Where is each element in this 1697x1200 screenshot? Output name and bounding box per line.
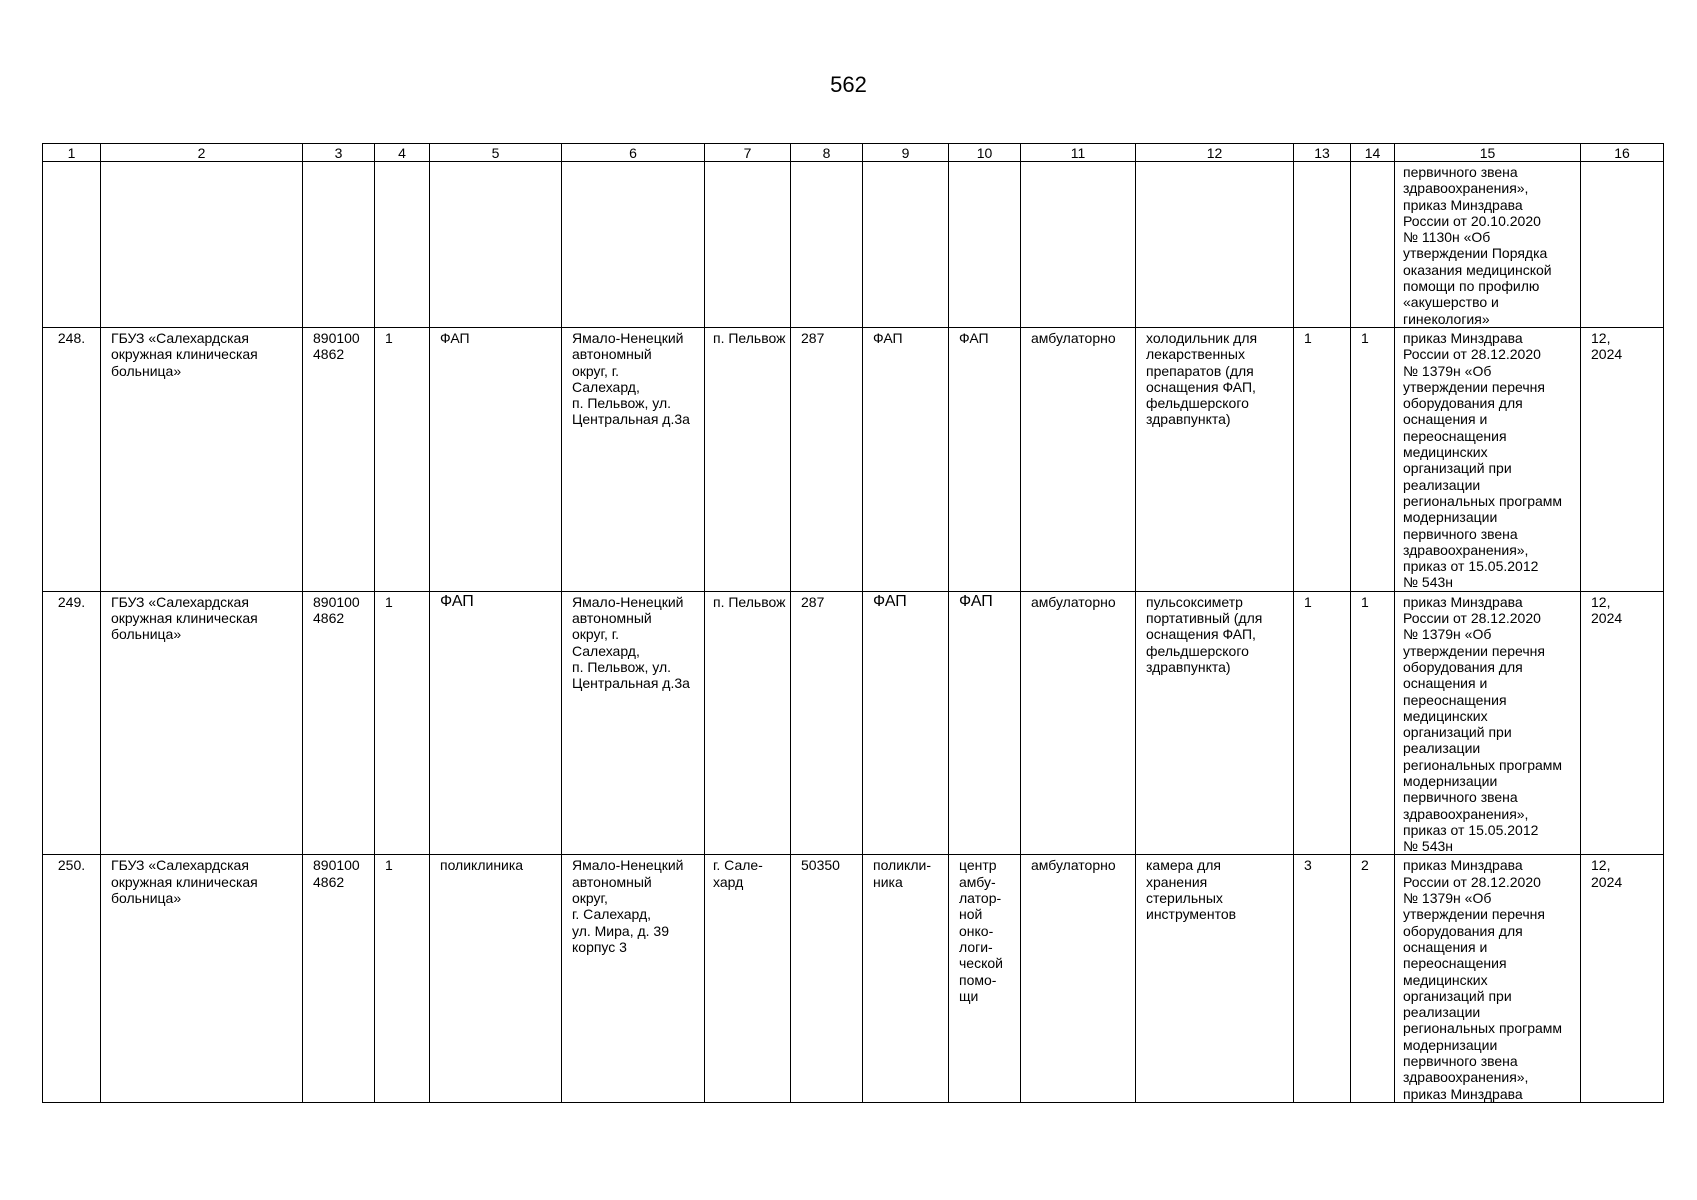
quantity-cell: 1 [1351,591,1395,855]
inn-cell: 890100 4862 [303,855,375,1102]
inn-cell: 890100 4862 [303,327,375,591]
institution-cell: ГБУЗ «Салехардская окружная клиническая больница» [101,855,303,1102]
table-cell [101,162,303,328]
address-cell: Ямало-Ненецкий автономный округ, г. Салехард, п. Пельвож, ул. Центральная д.3а [562,591,705,855]
column-header: 5 [430,144,562,162]
table-row [43,327,1664,591]
institution-cell: ГБУЗ «Салехардская окружная клиническая больница» [101,591,303,855]
table-cell [1136,162,1294,328]
address-cell: Ямало-Ненецкий автономный округ, г. Салехард, ул. Мира, д. 39 корпус 3 [562,855,705,1102]
column-header: 6 [562,144,705,162]
table-cell: поликли- ника [863,855,949,1102]
table-cell [562,162,705,328]
equipment-cell: пульсоксиметр портативный (для оснащения ФАП, фельдшерского здравпункта) [1136,591,1294,855]
legal-basis-cell: приказ Минздрава России от 28.12.2020 № 1379н «Об утверждении перечня оборудования для оснащения и переоснащения медицинских организаций при реализации региональных программ модернизации первичного звена здравоохранения», приказ Минздрава [1395,855,1581,1102]
table-cell [1294,162,1351,328]
table-cell [949,162,1021,328]
continuation-row [43,162,1664,328]
column-header: 2 [101,144,303,162]
quantity-cell: 1 [1351,327,1395,591]
table-cell [791,162,863,328]
population-cell: 50350 [791,855,863,1102]
table-cell: ФАП [949,591,1021,855]
table-cell: 1 [375,855,430,1102]
column-header: 1 [43,144,101,162]
row-number: 249. [43,591,101,855]
row-number: 248. [43,327,101,591]
table-cell: 1 [375,591,430,855]
column-header: 9 [863,144,949,162]
page-number: 562 [830,72,867,97]
table-cell [1021,162,1136,328]
date-cell: 12, 2024 [1581,327,1664,591]
table-cell [863,162,949,328]
table-cell: 1 [375,327,430,591]
quantity-cell: 1 [1294,327,1351,591]
institution-cell: ГБУЗ «Салехардская окружная клиническая больница» [101,327,303,591]
column-header: 8 [791,144,863,162]
care-type-cell: амбулаторно [1021,855,1136,1102]
column-header: 10 [949,144,1021,162]
equipment-cell: холодильник для лекарственных препаратов (для оснащения ФАП, фельдшерского здравпункта) [1136,327,1294,591]
column-header: 12 [1136,144,1294,162]
legal-basis-cell: приказ Минздрава России от 28.12.2020 № 1379н «Об утверждении перечня оборудования для оснащения и переоснащения медицинских организаций при реализации региональных программ модернизации первичного звена здравоохранения», приказ от 15.05.2012 № 543н [1395,327,1581,591]
quantity-cell: 2 [1351,855,1395,1102]
settlement-cell: п. Пельвож [705,591,791,855]
column-header: 3 [303,144,375,162]
table-cell [705,162,791,328]
address-cell: Ямало-Ненецкий автономный округ, г. Салехард, п. Пельвож, ул. Центральная д.3а [562,327,705,591]
facility-type-cell: ФАП [430,591,562,855]
table-cell: ФАП [949,327,1021,591]
column-header: 14 [1351,144,1395,162]
column-number-row [43,144,1664,162]
quantity-cell: 3 [1294,855,1351,1102]
legal-basis-cell: первичного звена здравоохранения», приказ Минздрава России от 20.10.2020 № 1130н «Об утверждении Порядка оказания медицинской помощи по профилю «акушерство и гинекология» [1395,162,1581,328]
column-header: 15 [1395,144,1581,162]
legal-basis-cell: приказ Минздрава России от 28.12.2020 № 1379н «Об утверждении перечня оборудования для оснащения и переоснащения медицинских организаций при реализации региональных программ модернизации первичного звена здравоохранения», приказ от 15.05.2012 № 543н [1395,591,1581,855]
table-cell: ФАП [863,327,949,591]
column-header: 7 [705,144,791,162]
quantity-cell: 1 [1294,591,1351,855]
equipment-table [42,143,1664,1103]
settlement-cell: п. Пельвож [705,327,791,591]
equipment-cell: камера для хранения стерильных инструментов [1136,855,1294,1102]
population-cell: 287 [791,327,863,591]
table-cell [1351,162,1395,328]
date-cell: 12, 2024 [1581,591,1664,855]
care-type-cell: амбулаторно [1021,591,1136,855]
table-row [43,591,1664,855]
column-header: 13 [1294,144,1351,162]
column-header: 4 [375,144,430,162]
table-cell: ФАП [863,591,949,855]
table-cell [43,162,101,328]
row-number: 250. [43,855,101,1102]
column-header: 16 [1581,144,1664,162]
inn-cell: 890100 4862 [303,591,375,855]
settlement-cell: г. Сале- хард [705,855,791,1102]
column-header: 11 [1021,144,1136,162]
facility-type-cell: поликлиника [430,855,562,1102]
population-cell: 287 [791,591,863,855]
care-type-cell: амбулаторно [1021,327,1136,591]
facility-type-cell: ФАП [430,327,562,591]
table-cell [303,162,375,328]
table-cell [430,162,562,328]
table-cell [1581,162,1664,328]
table-cell: центр амбу- латор- ной онко- логи- ческой помо- щи [949,855,1021,1102]
date-cell: 12, 2024 [1581,855,1664,1102]
table-cell [375,162,430,328]
table-row [43,855,1664,1102]
